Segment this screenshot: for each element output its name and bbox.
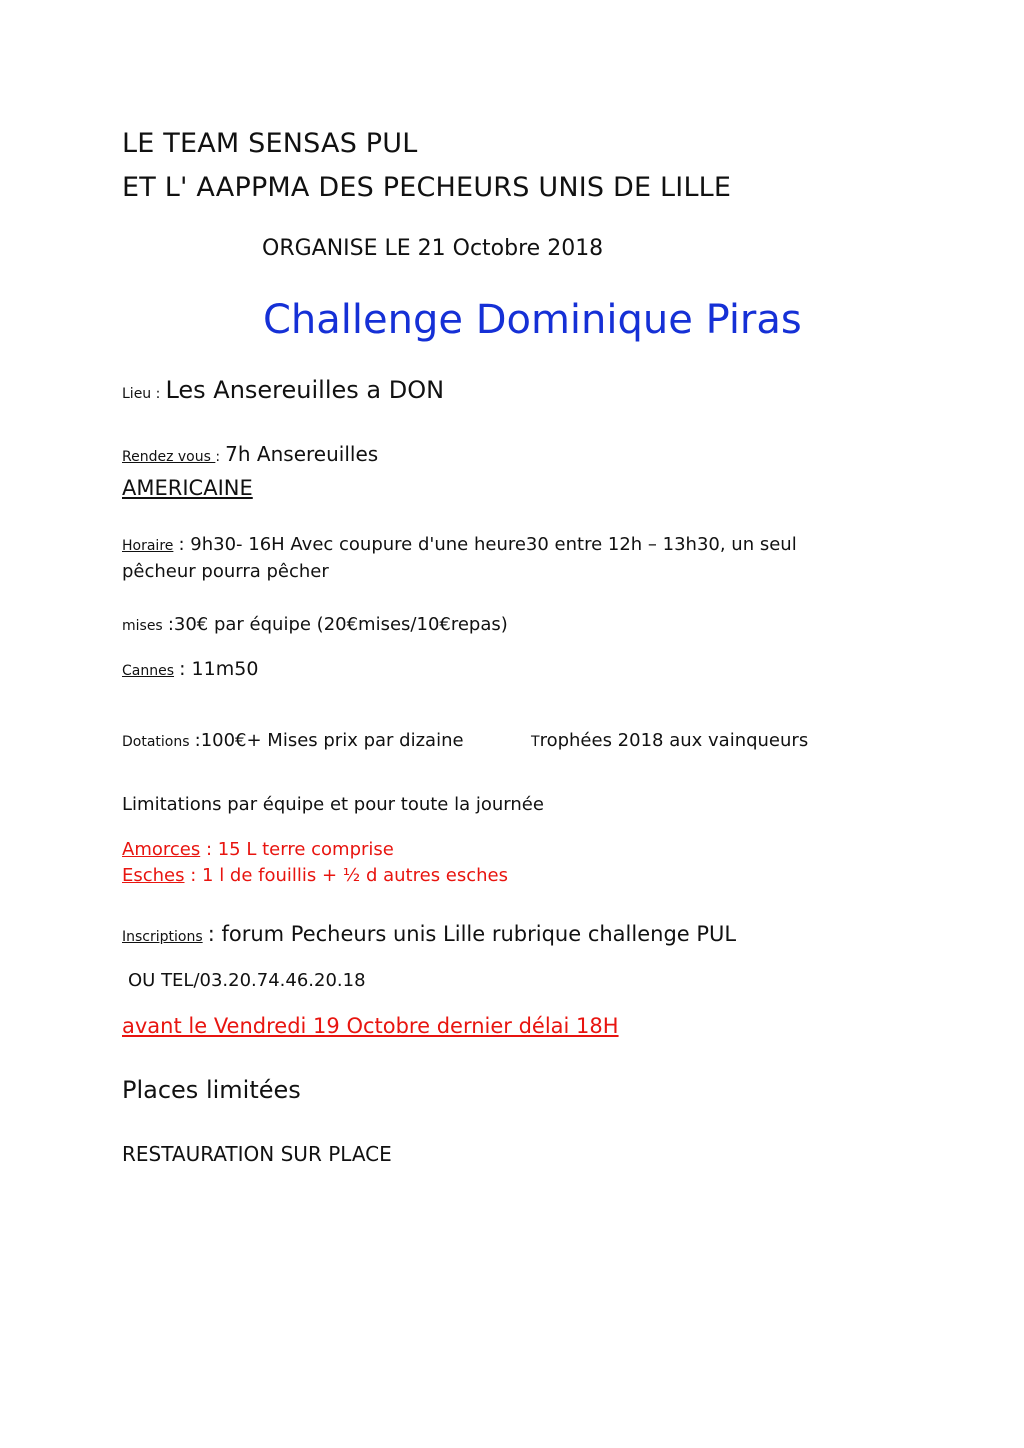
mises-value: :30€ par équipe (20€mises/10€repas) (167, 614, 508, 635)
header-line-2: ET L' AAPPMA DES PECHEURS UNIS DE LILLE (122, 172, 732, 203)
horaire-row (122, 536, 797, 554)
rendezvous-label: Rendez vous (122, 449, 216, 465)
horaire-value: : 9h30- 16H Avec coupure d'une heure30 entre 12h – 13h30, un seul (178, 534, 797, 555)
limitations-text: Limitations par équipe et pour toute la journée (122, 794, 544, 815)
mises-label: mises (122, 618, 163, 634)
trophees-initial: T (531, 734, 540, 750)
lieu-label: Lieu : (122, 386, 161, 402)
trophees-rest: rophées 2018 aux vainqueurs (539, 730, 809, 751)
mises-row (122, 616, 508, 634)
restauration-text: RESTAURATION SUR PLACE (122, 1142, 392, 1166)
inscriptions-row (122, 924, 736, 945)
horaire-line-2: pêcheur pourra pêcher (122, 561, 329, 582)
header-line-1: LE TEAM SENSAS PUL (122, 128, 418, 159)
dotations-value: :100€+ Mises prix par dizaine (194, 730, 464, 751)
esches-value: : 1 l de fouillis + ½ d autres esches (184, 865, 509, 886)
cannes-value: : 11m50 (179, 658, 259, 680)
amorces-label: Amorces (122, 839, 201, 860)
esches-label: Esches (122, 865, 185, 886)
amorces-row (122, 841, 394, 859)
deadline-text: avant le Vendredi 19 Octobre dernier délai 18H (122, 1014, 619, 1038)
esches-row (122, 867, 508, 885)
organise-date: ORGANISE LE 21 Octobre 2018 (262, 236, 604, 261)
rendezvous-sep: : (215, 449, 221, 465)
rendezvous-value: 7h Ansereuilles (225, 442, 379, 466)
cannes-label: Cannes (122, 663, 175, 679)
inscriptions-label: Inscriptions (122, 929, 203, 945)
amorces-value: : 15 L terre comprise (200, 839, 394, 860)
places-limitees: Places limitées (122, 1076, 301, 1104)
inscriptions-tel: OU TEL/03.20.74.46.20.18 (128, 970, 366, 991)
trophees-text (531, 732, 808, 750)
horaire-label: Horaire (122, 538, 174, 554)
lieu-row (122, 378, 444, 402)
dotations-row (122, 732, 464, 750)
inscriptions-value: : forum Pecheurs unis Lille rubrique challenge PUL (207, 922, 737, 946)
cannes-row (122, 660, 258, 679)
event-title: Challenge Dominique Piras (263, 297, 802, 343)
dotations-label: Dotations (122, 734, 190, 750)
rendezvous-row (122, 444, 378, 464)
format-label: AMERICAINE (122, 476, 253, 500)
lieu-value: Les Ansereuilles a DON (165, 376, 445, 404)
